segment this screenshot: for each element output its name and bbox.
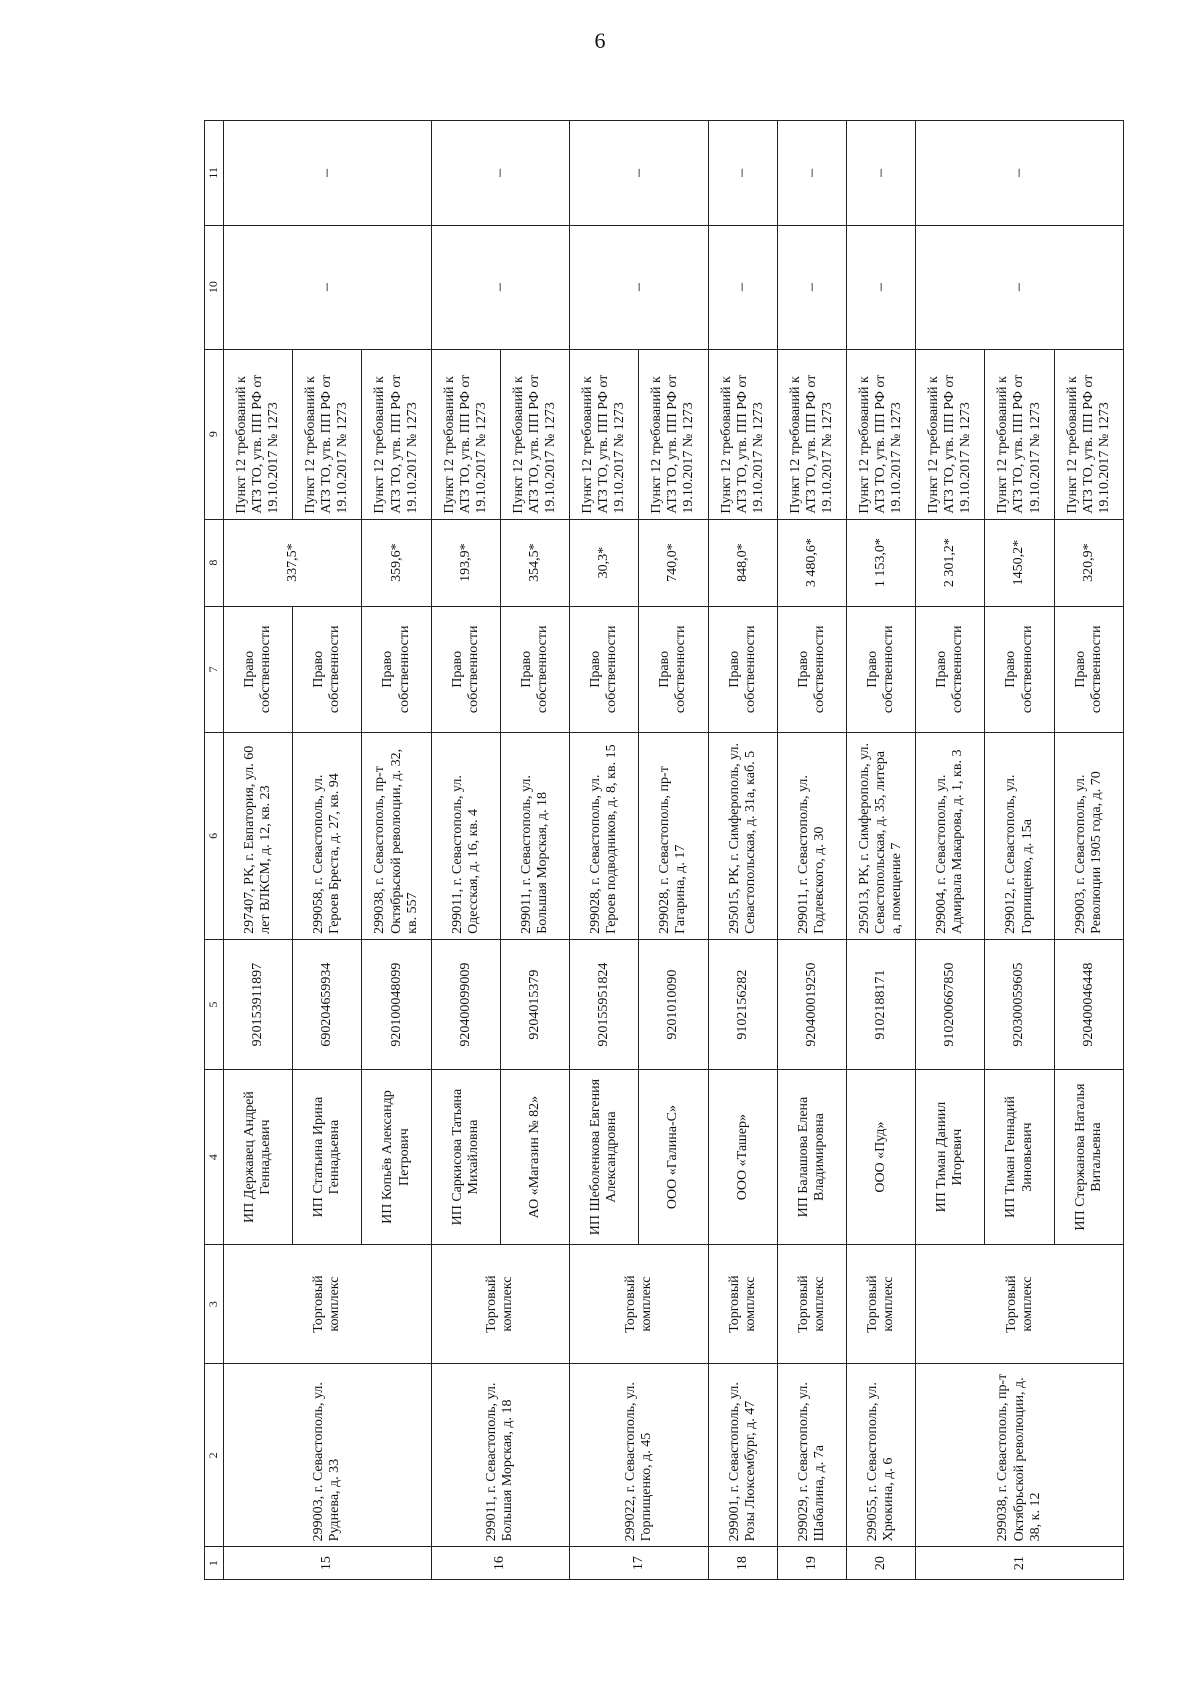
owner-name: ИП Стержанова Наталья Витальевна (1054, 1070, 1123, 1244)
row-number: 20 (846, 1547, 915, 1580)
legal-basis: Пункт 12 требований к АТЗ ТО, утв. ПП РФ от 19.10.2017 № 1273 (500, 349, 569, 519)
column-number-row (205, 121, 224, 1580)
dash-cell: – (224, 121, 432, 226)
row-number: 21 (916, 1547, 1124, 1580)
legal-basis: Пункт 12 требований к АТЗ ТО, утв. ПП РФ от 19.10.2017 № 1273 (224, 349, 293, 519)
row-number: 17 (570, 1547, 708, 1580)
registration-address: 299028, г. Севастополь, ул. Героев подводников, д. 8, кв. 15 (570, 732, 639, 939)
legal-basis: Пункт 12 требований к АТЗ ТО, утв. ПП РФ от 19.10.2017 № 1273 (570, 349, 639, 519)
area-value: 2 301,2* (916, 519, 985, 606)
inn: 920100048099 (362, 939, 431, 1070)
right-type: Право собственности (224, 606, 293, 732)
col-number: 4 (205, 1070, 224, 1244)
owner-name: ИП Копьёв Александр Петрович (362, 1070, 431, 1244)
owner-name: ИП Шеболенкова Евгения Александровна (570, 1070, 639, 1244)
right-type: Право собственности (1054, 606, 1123, 732)
right-type: Право собственности (708, 606, 777, 732)
right-type: Право собственности (916, 606, 985, 732)
legal-basis: Пункт 12 требований к АТЗ ТО, утв. ПП РФ от 19.10.2017 № 1273 (293, 349, 362, 519)
dash-cell: – (916, 225, 1124, 349)
dash-cell: – (777, 121, 846, 226)
right-type: Право собственности (431, 606, 500, 732)
dash-cell: – (708, 225, 777, 349)
table-row-15 (224, 121, 293, 1580)
object-type: Торговый комплекс (570, 1244, 708, 1364)
area-value: 337,5* (224, 519, 362, 606)
area-value: 320,9* (1054, 519, 1123, 606)
row-number: 16 (431, 1547, 569, 1580)
owner-name: ООО «Ташер» (708, 1070, 777, 1244)
legal-basis: Пункт 12 требований к АТЗ ТО, утв. ПП РФ от 19.10.2017 № 1273 (777, 349, 846, 519)
area-value: 1 153,0* (846, 519, 915, 606)
object-type: Торговый комплекс (846, 1244, 915, 1364)
registration-address: 295013, РК, г. Симферополь, ул. Севастопольская, д. 35, литера а, помещение 7 (846, 732, 915, 939)
right-type: Право собственности (985, 606, 1054, 732)
dash-cell: – (570, 225, 708, 349)
col-number: 9 (205, 349, 224, 519)
register-table (204, 120, 1124, 1580)
registration-address: 299011, г. Севастополь, ул. Годлевского, д. 30 (777, 732, 846, 939)
legal-basis: Пункт 12 требований к АТЗ ТО, утв. ПП РФ от 19.10.2017 № 1273 (708, 349, 777, 519)
legal-basis: Пункт 12 требований к АТЗ ТО, утв. ПП РФ от 19.10.2017 № 1273 (846, 349, 915, 519)
right-type: Право собственности (570, 606, 639, 732)
owner-name: ООО «Пуд» (846, 1070, 915, 1244)
right-type: Право собственности (500, 606, 569, 732)
owner-name: ООО «Галина-С» (639, 1070, 708, 1244)
inn: 920155951824 (570, 939, 639, 1070)
table-row-16 (431, 121, 500, 1580)
owner-name: ИП Державец Андрей Геннадьевич (224, 1070, 293, 1244)
registration-address: 299038, г. Севастополь, пр-т Октябрьской революции, д. 32, кв. 557 (362, 732, 431, 939)
owner-name: АО «Магазин № 82» (500, 1070, 569, 1244)
table-row-20 (846, 121, 915, 1580)
object-address: 299038, г. Севастополь, пр-т Октябрьской революции, д. 38, к. 12 (916, 1364, 1124, 1547)
registration-address: 299058, г. Севастополь, ул. Героев Бреста, д. 27, кв. 94 (293, 732, 362, 939)
object-type: Торговый комплекс (708, 1244, 777, 1364)
inn: 920400019250 (777, 939, 846, 1070)
col-number: 2 (205, 1364, 224, 1547)
owner-name: ИП Тиман Геннадий Зиновьевич (985, 1070, 1054, 1244)
inn: 9102188171 (846, 939, 915, 1070)
right-type: Право собственности (293, 606, 362, 732)
object-address: 299055, г. Севастополь, ул. Хрюкина, д. 6 (846, 1364, 915, 1547)
area-value: 354,5* (500, 519, 569, 606)
object-type: Торговый комплекс (224, 1244, 432, 1364)
rotated-table-stage (204, 120, 1124, 1580)
dash-cell: – (777, 225, 846, 349)
registration-address: 299028, г. Севастополь, пр-т Гагарина, д. 17 (639, 732, 708, 939)
dash-cell: – (431, 225, 569, 349)
table-row-17 (570, 121, 639, 1580)
object-address: 299003, г. Севастополь, ул. Руднева, д. 33 (224, 1364, 432, 1547)
col-number: 5 (205, 939, 224, 1070)
area-value: 193,9* (431, 519, 500, 606)
inn: 9102156282 (708, 939, 777, 1070)
row-number: 15 (224, 1547, 432, 1580)
col-number: 3 (205, 1244, 224, 1364)
row-number: 19 (777, 1547, 846, 1580)
object-address: 299029, г. Севастополь, ул. Шабалина, д. 7а (777, 1364, 846, 1547)
col-number: 11 (205, 121, 224, 226)
registration-address: 297407, РК, г. Евпатория, ул. 60 лет ВЛКСМ, д. 12, кв. 23 (224, 732, 293, 939)
dash-cell: – (708, 121, 777, 226)
col-number: 10 (205, 225, 224, 349)
registration-address: 299012, г. Севастополь, ул. Горпищенко, д. 15а (985, 732, 1054, 939)
inn: 9201010090 (639, 939, 708, 1070)
col-number: 6 (205, 732, 224, 939)
inn: 920300059605 (985, 939, 1054, 1070)
owner-name: ИП Тиман Даниил Игоревич (916, 1070, 985, 1244)
owner-name: ИП Балашова Елена Владимировна (777, 1070, 846, 1244)
registration-address: 295015, РК, г. Симферополь, ул. Севастопольская, д. 31а, каб. 5 (708, 732, 777, 939)
owner-name: ИП Статьина Ирина Геннадьевна (293, 1070, 362, 1244)
legal-basis: Пункт 12 требований к АТЗ ТО, утв. ПП РФ от 19.10.2017 № 1273 (1054, 349, 1123, 519)
right-type: Право собственности (846, 606, 915, 732)
inn: 920153911897 (224, 939, 293, 1070)
dash-cell: – (570, 121, 708, 226)
legal-basis: Пункт 12 требований к АТЗ ТО, утв. ПП РФ от 19.10.2017 № 1273 (362, 349, 431, 519)
registration-address: 299011, г. Севастополь, ул. Одесская, д. 16, кв. 4 (431, 732, 500, 939)
registration-address: 299003, г. Севастополь, ул. Революции 1905 года, д. 70 (1054, 732, 1123, 939)
legal-basis: Пункт 12 требований к АТЗ ТО, утв. ПП РФ от 19.10.2017 № 1273 (985, 349, 1054, 519)
object-address: 299022, г. Севастополь, ул. Горпищенко, д. 45 (570, 1364, 708, 1547)
inn: 920400046448 (1054, 939, 1123, 1070)
dash-cell: – (846, 121, 915, 226)
object-type: Торговый комплекс (916, 1244, 1124, 1364)
legal-basis: Пункт 12 требований к АТЗ ТО, утв. ПП РФ от 19.10.2017 № 1273 (431, 349, 500, 519)
inn: 920400099009 (431, 939, 500, 1070)
legal-basis: Пункт 12 требований к АТЗ ТО, утв. ПП РФ от 19.10.2017 № 1273 (639, 349, 708, 519)
right-type: Право собственности (639, 606, 708, 732)
owner-name: ИП Саркисова Татьяна Михайловна (431, 1070, 500, 1244)
table-row-19 (777, 121, 846, 1580)
legal-basis: Пункт 12 требований к АТЗ ТО, утв. ПП РФ от 19.10.2017 № 1273 (916, 349, 985, 519)
table-row-21 (916, 121, 985, 1580)
object-address: 299011, г. Севастополь, ул. Большая Морская, д. 18 (431, 1364, 569, 1547)
col-number: 1 (205, 1547, 224, 1580)
inn: 910200667850 (916, 939, 985, 1070)
object-address: 299001, г. Севастополь, ул. Розы Люксембург, д. 47 (708, 1364, 777, 1547)
area-value: 3 480,6* (777, 519, 846, 606)
row-number: 18 (708, 1547, 777, 1580)
dash-cell: – (224, 225, 432, 349)
col-number: 8 (205, 519, 224, 606)
dash-cell: – (431, 121, 569, 226)
page-number: 6 (594, 28, 606, 53)
area-value: 359,6* (362, 519, 431, 606)
inn: 690204659934 (293, 939, 362, 1070)
registration-address: 299004, г. Севастополь, ул. Адмирала Макарова, д. 1, кв. 3 (916, 732, 985, 939)
area-value: 848,0* (708, 519, 777, 606)
right-type: Право собственности (362, 606, 431, 732)
table-row-18 (708, 121, 777, 1580)
registration-address: 299011, г. Севастополь, ул. Большая Морская, д. 18 (500, 732, 569, 939)
area-value: 30,3* (570, 519, 639, 606)
object-type: Торговый комплекс (777, 1244, 846, 1364)
col-number: 7 (205, 606, 224, 732)
dash-cell: – (846, 225, 915, 349)
area-value: 740,0* (639, 519, 708, 606)
object-type: Торговый комплекс (431, 1244, 569, 1364)
inn: 9204015379 (500, 939, 569, 1070)
area-value: 1450,2* (985, 519, 1054, 606)
dash-cell: – (916, 121, 1124, 226)
right-type: Право собственности (777, 606, 846, 732)
